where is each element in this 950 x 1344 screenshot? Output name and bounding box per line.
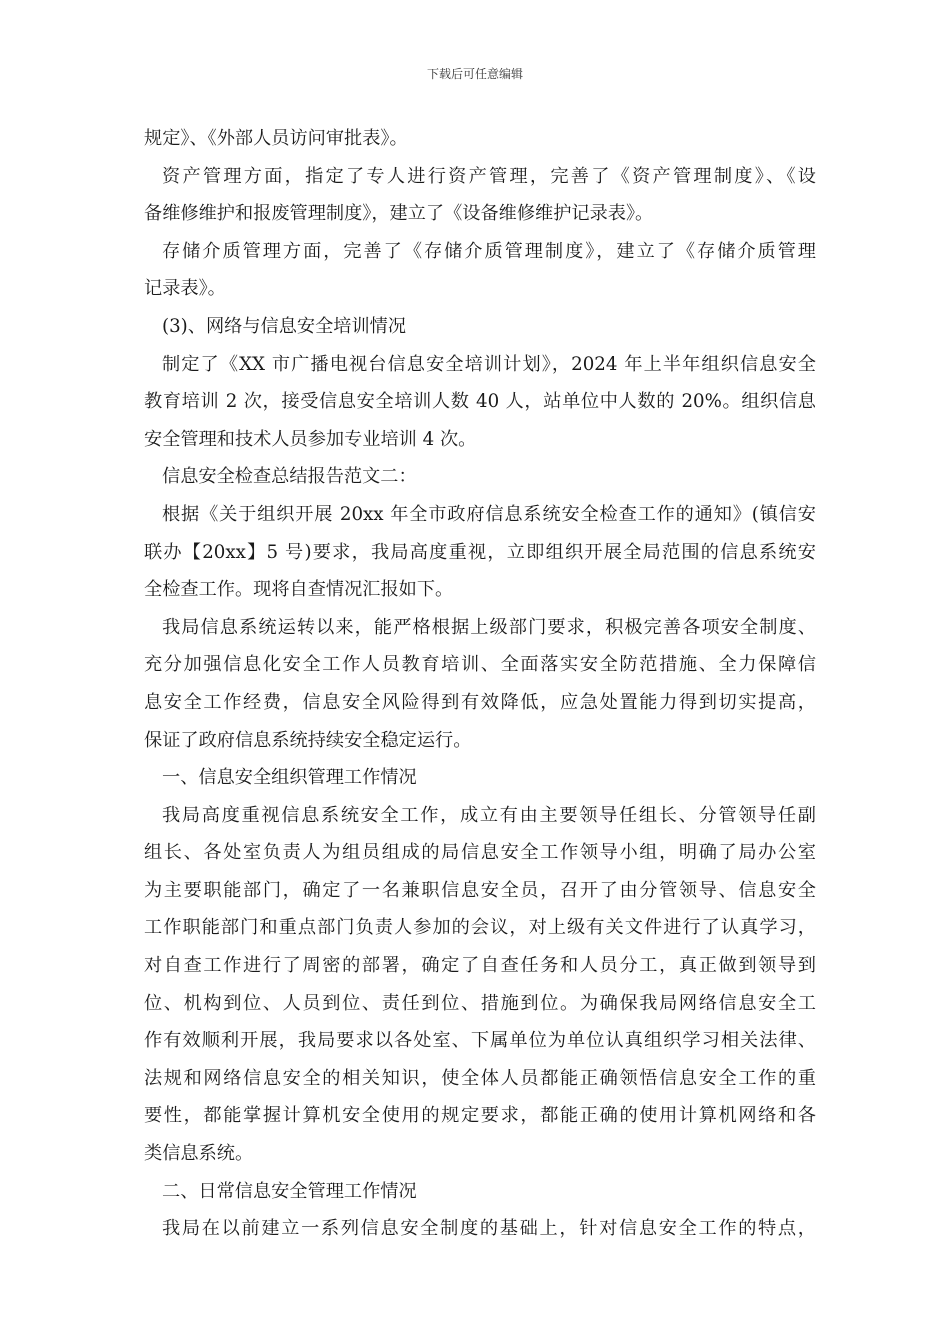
text-line: (3)、网络与信息安全培训情况 (162, 315, 407, 337)
text-line: 息安全工作经费，信息安全风险得到有效降低，应急处置能力得到切实提高， (144, 691, 816, 713)
text-line: 记录表》。 (144, 278, 226, 300)
text-line: 一、信息安全组织管理工作情况 (162, 767, 417, 789)
text-line: 根据《关于组织开展 20xx 年全市政府信息系统安全检查工作的通知》(镇信安 (162, 503, 816, 525)
text-line: 我局高度重视信息系统安全工作，成立有由主要领导任组长、分管领导任副 (162, 804, 816, 826)
text-line: 法规和网络信息安全的相关知识，使全体人员都能正确领悟信息安全工作的重 (144, 1067, 816, 1089)
text-line: 制定了《XX 市广播电视台信息安全培训计划》，2024 年上半年组织信息安全 (162, 353, 816, 375)
text-line: 对自查工作进行了周密的部署，确定了自查任务和人员分工，真正做到领导到 (144, 955, 816, 977)
text-line: 要性，都能掌握计算机安全使用的规定要求，都能正确的使用计算机网络和各 (144, 1105, 816, 1127)
text-line: 联办【20xx】5 号)要求，我局高度重视，立即组织开展全局范围的信息系统安 (144, 541, 816, 563)
text-line: 为主要职能部门，确定了一名兼职信息安全员，召开了由分管领导、信息安全 (144, 879, 816, 901)
text-line: 存储介质管理方面，完善了《存储介质管理制度》，建立了《存储介质管理 (162, 240, 816, 262)
text-line: 二、日常信息安全管理工作情况 (162, 1180, 417, 1202)
text-line: 教育培训 2 次，接受信息安全培训人数 40 人，站单位中人数的 20%。组织信息 (144, 391, 816, 413)
text-line: 类信息系统。 (144, 1143, 254, 1165)
text-line: 全检查工作。现将自查情况汇报如下。 (144, 579, 454, 601)
text-line: 作有效顺利开展，我局要求以各处室、下属单位为单位认真组织学习相关法律、 (144, 1030, 816, 1052)
text-line: 安全管理和技术人员参加专业培训 4 次。 (144, 428, 477, 450)
text-line: 保证了政府信息系统持续安全稳定运行。 (144, 729, 472, 751)
document-body (144, 120, 816, 1248)
text-line: 我局在以前建立一系列信息安全制度的基础上，针对信息安全工作的特点， (162, 1218, 816, 1240)
text-line: 备维修维护和报废管理制度》，建立了《设备维修维护记录表》。 (144, 203, 654, 225)
text-line: 充分加强信息化安全工作人员教育培训、全面落实安全防范措施、全力保障信 (144, 654, 816, 676)
text-line: 我局信息系统运转以来，能严格根据上级部门要求，积极完善各项安全制度、 (162, 616, 816, 638)
text-line: 资产管理方面，指定了专人进行资产管理，完善了《资产管理制度》、《设 (162, 165, 816, 187)
text-line: 组长、各处室负责人为组员组成的局信息安全工作领导小组，明确了局办公室 (144, 842, 816, 864)
page-header: 下载后可任意编辑 (426, 67, 523, 81)
text-line: 位、机构到位、人员到位、责任到位、措施到位。为确保我局网络信息安全工 (144, 992, 816, 1014)
text-line: 工作职能部门和重点部门负责人参加的会议，对上级有关文件进行了认真学习， (144, 917, 816, 939)
text-line: 规定》、《外部人员访问审批表》。 (144, 128, 408, 149)
text-line: 信息安全检查总结报告范文二： (162, 466, 417, 488)
